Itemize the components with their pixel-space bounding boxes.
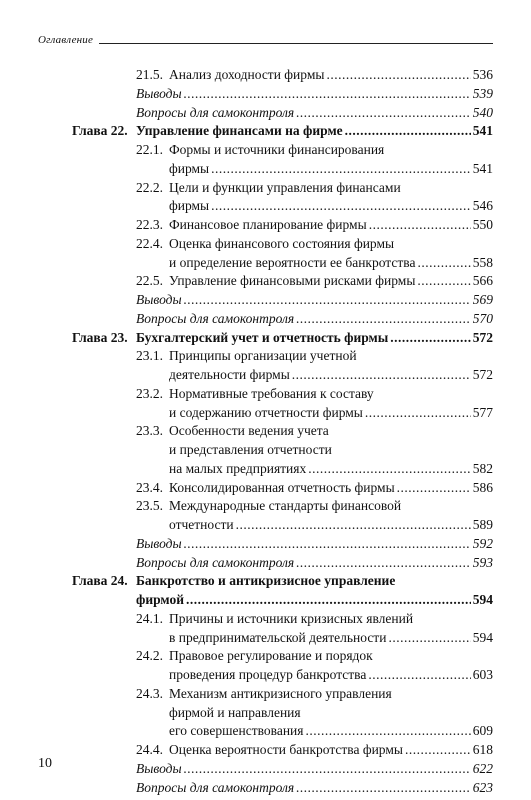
leader-line xyxy=(169,66,493,84)
leader-line xyxy=(136,554,493,572)
entry-line xyxy=(169,704,493,722)
entry-page: 593 xyxy=(472,554,493,570)
leader-line xyxy=(169,272,493,290)
entry-page: 546 xyxy=(472,198,493,214)
aux-line xyxy=(136,535,493,553)
entry-line xyxy=(169,629,493,647)
dot-leader xyxy=(296,554,471,572)
header-title: Оглавление xyxy=(38,34,99,46)
section-number: 22.3. xyxy=(136,217,163,232)
entry-line xyxy=(169,385,493,403)
entry-line xyxy=(169,160,493,178)
entry-line xyxy=(169,666,493,684)
dot-leader xyxy=(368,666,470,684)
entry-title: Управление финансами на фирме xyxy=(136,123,343,139)
entry-line xyxy=(169,254,493,272)
entry-page: 541 xyxy=(472,160,493,176)
entry-line xyxy=(169,216,493,234)
entry-line xyxy=(169,479,493,497)
entry-title: в предпринимательской деятельности xyxy=(169,629,387,645)
section-number: 24.1. xyxy=(136,610,163,626)
leader-line xyxy=(169,629,493,647)
entry-title: фирмой xyxy=(136,592,184,607)
dot-leader xyxy=(308,460,471,478)
dot-leader xyxy=(405,741,471,759)
entry-line xyxy=(169,497,493,515)
dot-leader xyxy=(390,329,470,347)
leader-line xyxy=(169,216,493,234)
entry-title: Правовое регулирование и порядок xyxy=(169,648,373,664)
entry-page: 572 xyxy=(472,367,493,382)
chapter-label: Глава 22. xyxy=(72,123,128,139)
entry-title: Принципы организации учетной xyxy=(169,348,357,364)
entry-line xyxy=(136,122,493,140)
entry-line xyxy=(169,272,493,290)
entry-line xyxy=(169,647,493,665)
entry-page: 592 xyxy=(472,535,493,551)
entry-title: Цели и функции управления финансами xyxy=(169,179,401,195)
dot-leader xyxy=(186,591,471,609)
entry-title: Финансовое планирование фирмы xyxy=(169,217,367,232)
aux-line xyxy=(136,779,493,797)
dot-leader xyxy=(417,272,470,290)
dot-leader xyxy=(296,779,471,797)
entry-title: и определение вероятности ее банкротства xyxy=(169,254,416,270)
section-number: 22.2. xyxy=(136,179,163,195)
entry-line xyxy=(169,422,493,440)
entry-title: Выводы xyxy=(136,85,182,101)
section-number: 23.2. xyxy=(136,385,163,401)
dot-leader xyxy=(305,722,470,740)
entry-title: на малых предприятиях xyxy=(169,460,307,476)
section-number: 23.1. xyxy=(136,348,163,364)
section-number: 23.3. xyxy=(136,423,163,439)
entry-page: 609 xyxy=(472,723,493,739)
entry-title: и представления отчетности xyxy=(169,442,332,457)
dot-leader xyxy=(184,291,471,309)
entry-page: 550 xyxy=(472,217,493,232)
entry-title: Бухгалтерский учет и отчетность фирмы xyxy=(136,329,389,345)
section-number: 24.4. xyxy=(136,742,163,757)
entry-title: Вопросы для самоконтроля xyxy=(136,310,295,326)
dot-leader xyxy=(292,366,471,384)
entry-line xyxy=(136,329,493,347)
leader-line xyxy=(169,460,493,478)
entry-title: Выводы xyxy=(136,292,182,307)
leader-line xyxy=(136,85,493,103)
leader-line xyxy=(136,779,493,797)
leader-line xyxy=(169,666,493,684)
entry-title: фирмы xyxy=(169,198,210,214)
leader-line xyxy=(169,197,493,215)
entry-line xyxy=(169,347,493,365)
leader-line xyxy=(136,535,493,553)
leader-line xyxy=(169,160,493,178)
chapter-label: Глава 24. xyxy=(72,573,128,589)
entry-title: Механизм антикризисного управления xyxy=(169,685,392,701)
entry-line xyxy=(136,572,493,590)
entry-title: Формы и источники финансирования xyxy=(169,142,385,157)
leader-line xyxy=(136,291,493,309)
dot-leader xyxy=(211,197,471,215)
dot-leader xyxy=(326,66,470,84)
section-number: 24.2. xyxy=(136,648,163,664)
entry-title: Международные стандарты финансовой xyxy=(169,498,402,514)
page-number: 10 xyxy=(38,756,52,771)
aux-line xyxy=(136,760,493,778)
entry-title: деятельности фирмы xyxy=(169,367,290,382)
entry-title: и содержанию отчетности фирмы xyxy=(169,404,363,420)
entry-page: 582 xyxy=(472,460,493,476)
entry-title: Причины и источники кризисных явлений xyxy=(169,610,414,626)
dot-leader xyxy=(184,535,471,553)
leader-line xyxy=(169,254,493,272)
entry-title: Банкротство и антикризисное управление xyxy=(136,573,396,589)
leader-line xyxy=(136,329,493,347)
leader-line xyxy=(169,404,493,422)
aux-line xyxy=(136,310,493,328)
section-number: 24.3. xyxy=(136,685,163,701)
entry-line xyxy=(136,591,493,609)
entry-line xyxy=(169,441,493,459)
entry-page: 577 xyxy=(472,404,493,420)
dot-leader xyxy=(365,404,471,422)
dot-leader xyxy=(184,760,471,778)
entry-page: 618 xyxy=(472,742,493,757)
entry-title: его совершенствования xyxy=(169,723,304,739)
section-number: 23.4. xyxy=(136,479,163,495)
running-header xyxy=(38,34,493,52)
leader-line xyxy=(169,479,493,497)
section-number: 22.5. xyxy=(136,273,163,289)
section-number: 22.4. xyxy=(136,235,163,251)
aux-line xyxy=(136,85,493,103)
dot-leader xyxy=(236,516,471,534)
dot-leader xyxy=(397,479,471,497)
entry-line xyxy=(169,516,493,534)
entry-page: 569 xyxy=(472,292,493,307)
entry-title: Управление финансовыми рисками фирмы xyxy=(169,273,416,289)
entry-title: Выводы xyxy=(136,535,182,551)
entry-page: 622 xyxy=(472,760,493,776)
leader-line xyxy=(169,516,493,534)
entry-page: 566 xyxy=(472,273,493,289)
entry-title: фирмой и направления xyxy=(169,704,301,720)
entry-title: Анализ доходности фирмы xyxy=(169,67,325,82)
entry-title: Оценка вероятности банкротства фирмы xyxy=(169,742,403,757)
entry-line xyxy=(169,722,493,740)
entry-line xyxy=(169,460,493,478)
dot-leader xyxy=(369,216,471,234)
dot-leader xyxy=(184,85,471,103)
entry-title: Консолидированная отчетность фирмы xyxy=(169,479,395,495)
aux-line xyxy=(136,554,493,572)
entry-title: Вопросы для самоконтроля xyxy=(136,104,295,120)
entry-page: 558 xyxy=(472,254,493,270)
dot-leader xyxy=(417,254,470,272)
entry-title: Нормативные требования к составу xyxy=(169,385,374,401)
entry-title: фирмы xyxy=(169,160,210,176)
leader-line xyxy=(169,366,493,384)
entry-page: 589 xyxy=(472,517,493,532)
entry-page: 570 xyxy=(472,310,493,326)
dot-leader xyxy=(388,629,470,647)
section-number: 21.5. xyxy=(136,67,163,82)
entry-title: Оценка финансового состояния фирмы xyxy=(169,235,395,251)
dot-leader xyxy=(211,160,471,178)
leader-line xyxy=(136,122,493,140)
entry-title: Особенности ведения учета xyxy=(169,423,329,439)
entry-page: 594 xyxy=(472,592,493,607)
entry-page: 586 xyxy=(472,479,493,495)
entry-page: 539 xyxy=(472,85,493,101)
leader-line xyxy=(136,104,493,122)
entry-page: 572 xyxy=(472,329,493,345)
aux-line xyxy=(136,291,493,309)
entry-line xyxy=(169,610,493,628)
entry-page: 623 xyxy=(472,779,493,795)
leader-line xyxy=(136,310,493,328)
entry-page: 603 xyxy=(472,667,493,682)
dot-leader xyxy=(345,122,471,140)
aux-line xyxy=(136,104,493,122)
leader-line xyxy=(136,591,493,609)
entry-title: проведения процедур банкротства xyxy=(169,667,367,682)
entry-title: Выводы xyxy=(136,760,182,776)
entry-page: 594 xyxy=(472,629,493,645)
entry-title: Вопросы для самоконтроля xyxy=(136,779,295,795)
entry-line xyxy=(169,179,493,197)
header-rule xyxy=(38,43,493,44)
entry-page: 540 xyxy=(472,104,493,120)
entry-line xyxy=(169,141,493,159)
dot-leader xyxy=(296,104,471,122)
entry-line xyxy=(169,197,493,215)
entry-line xyxy=(169,66,493,84)
entry-line xyxy=(169,741,493,759)
entry-line xyxy=(169,235,493,253)
section-number: 23.5. xyxy=(136,498,163,514)
leader-line xyxy=(136,760,493,778)
entry-line xyxy=(169,366,493,384)
entry-page: 541 xyxy=(472,123,493,139)
section-number: 22.1. xyxy=(136,142,163,157)
entry-page: 536 xyxy=(472,67,493,82)
chapter-label: Глава 23. xyxy=(72,329,128,345)
entry-line xyxy=(169,404,493,422)
dot-leader xyxy=(296,310,471,328)
entry-line xyxy=(169,685,493,703)
entry-title: отчетности xyxy=(169,517,234,532)
leader-line xyxy=(169,741,493,759)
entry-title: Вопросы для самоконтроля xyxy=(136,554,295,570)
leader-line xyxy=(169,722,493,740)
